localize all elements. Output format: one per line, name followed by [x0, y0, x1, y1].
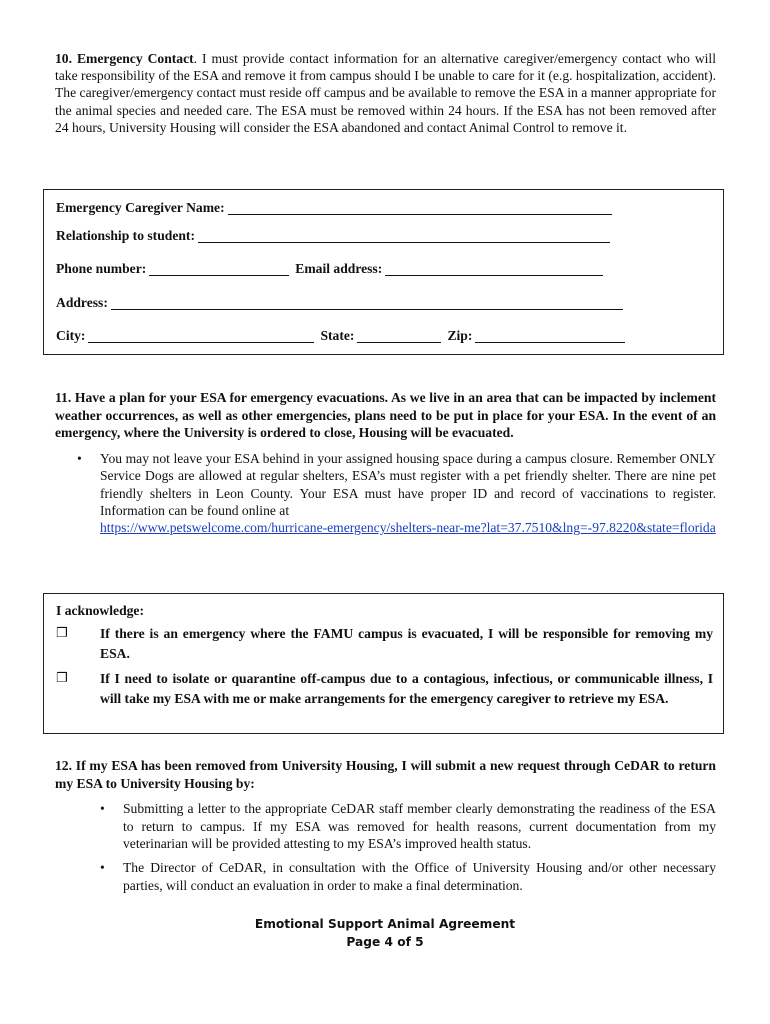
relationship-row — [56, 228, 723, 261]
bullet-icon: • — [100, 801, 105, 817]
caregiver-name-row — [56, 200, 723, 228]
acknowledge-title: I acknowledge: — [56, 603, 144, 618]
caregiver-name-field[interactable] — [228, 200, 612, 215]
email-label: Email address: — [295, 261, 383, 276]
list-item — [55, 450, 716, 537]
phone-email-row — [56, 261, 723, 295]
section-10-paragraph — [55, 50, 716, 136]
email-field[interactable] — [385, 261, 603, 276]
pet-shelter-link[interactable]: https://www.petswelcome.com/hurricane-emergency/shelters-near-me?lat=37.7510&lng=-97.8220&state=florida — [100, 520, 716, 536]
phone-label: Phone number: — [56, 261, 147, 276]
acknowledge-item-text: If there is an emergency where the FAMU campus is evacuated, I will be responsible for removing my ESA. — [100, 626, 713, 661]
relationship-field[interactable] — [198, 228, 610, 243]
zip-field[interactable] — [475, 328, 625, 343]
section-12-bullet-text: The Director of CeDAR, in consultation with the Office of University Housing and/or other necessary parties, will conduct an evaluation in order to make a final determination. — [123, 860, 716, 893]
zip-label: Zip: — [447, 328, 473, 343]
bullet-icon: • — [100, 860, 105, 876]
section-12-bullets — [55, 800, 716, 894]
city-state-zip-row — [56, 328, 723, 356]
emergency-contact-form — [43, 189, 724, 355]
acknowledge-box — [43, 593, 724, 734]
address-label: Address: — [56, 295, 108, 310]
footer-title: Emotional Support Animal Agreement — [254, 917, 516, 931]
city-label: City: — [56, 328, 86, 343]
section-12-heading: 12. If my ESA has been removed from University Housing, I will submit a new request through CeDAR to return my ESA to University Housing by: — [55, 758, 716, 791]
phone-field[interactable] — [149, 261, 289, 276]
caregiver-name-label: Emergency Caregiver Name: — [56, 200, 225, 215]
section-10-heading: 10. Emergency Contact — [55, 51, 194, 66]
section-10-body: . I must provide contact information for an alternative caregiver/emergency contact who will take responsibility of the ESA and remove it from campus should I be unable to care for it (e.g. hospitalization, accident). The caregiver/emergency contact must reside off campus and be available to remove the ESA in a manner appropriate for the animal species and needed care. The ESA must be removed within 24 hours. If the ESA has not been removed after 24 hours, University Housing will consider the ESA abandoned and contact Animal Control to remove it. — [55, 51, 716, 135]
list-item — [55, 859, 716, 894]
acknowledge-item — [56, 669, 713, 709]
section-11-bullets — [55, 450, 716, 537]
state-field[interactable] — [357, 328, 441, 343]
checkbox-icon[interactable]: ❒ — [56, 626, 68, 641]
section-11 — [55, 389, 716, 537]
section-11-bullet-text: You may not leave your ESA behind in your assigned housing space during a campus closure. Remember ONLY Service Dogs are allowed at regular shelters, ESA’s must register with a pet friendly shelter. There are nine pet friendly shelters in Leon County. Your ESA must have proper ID and record of vaccinations to register. Information can be found online at — [100, 450, 716, 518]
list-item — [55, 800, 716, 852]
acknowledge-item — [56, 624, 713, 664]
state-label: State: — [320, 328, 355, 343]
bullet-icon: • — [77, 450, 82, 466]
checkbox-icon[interactable]: ❒ — [56, 671, 68, 686]
relationship-label: Relationship to student: — [56, 228, 195, 243]
section-10 — [55, 50, 716, 136]
city-field[interactable] — [88, 328, 314, 343]
address-row — [56, 295, 723, 328]
address-field[interactable] — [111, 295, 623, 310]
acknowledge-item-text: If I need to isolate or quarantine off-campus due to a contagious, infectious, or communicable illness, I will take my ESA with me or make arrangements for the emergency caregiver to retrieve my ESA. — [100, 671, 713, 706]
section-12-bullet-text: Submitting a letter to the appropriate CeDAR staff member clearly demonstrating the readiness of the ESA to return to campus. If my ESA was removed for health reasons, current documentation from my veterinarian will be provided attesting to my ESA’s improved health status. — [123, 801, 716, 851]
section-12 — [55, 757, 716, 901]
footer-page-number: Page 4 of 5 — [346, 935, 424, 949]
section-11-heading: 11. Have a plan for your ESA for emergency evacuations. As we live in an area that can be impacted by inclement weather occurrences, as well as other emergencies, plans need to be put in place for your ESA. In the event of an emergency, where the University is ordered to close, Housing will be evacuated. — [55, 390, 716, 441]
